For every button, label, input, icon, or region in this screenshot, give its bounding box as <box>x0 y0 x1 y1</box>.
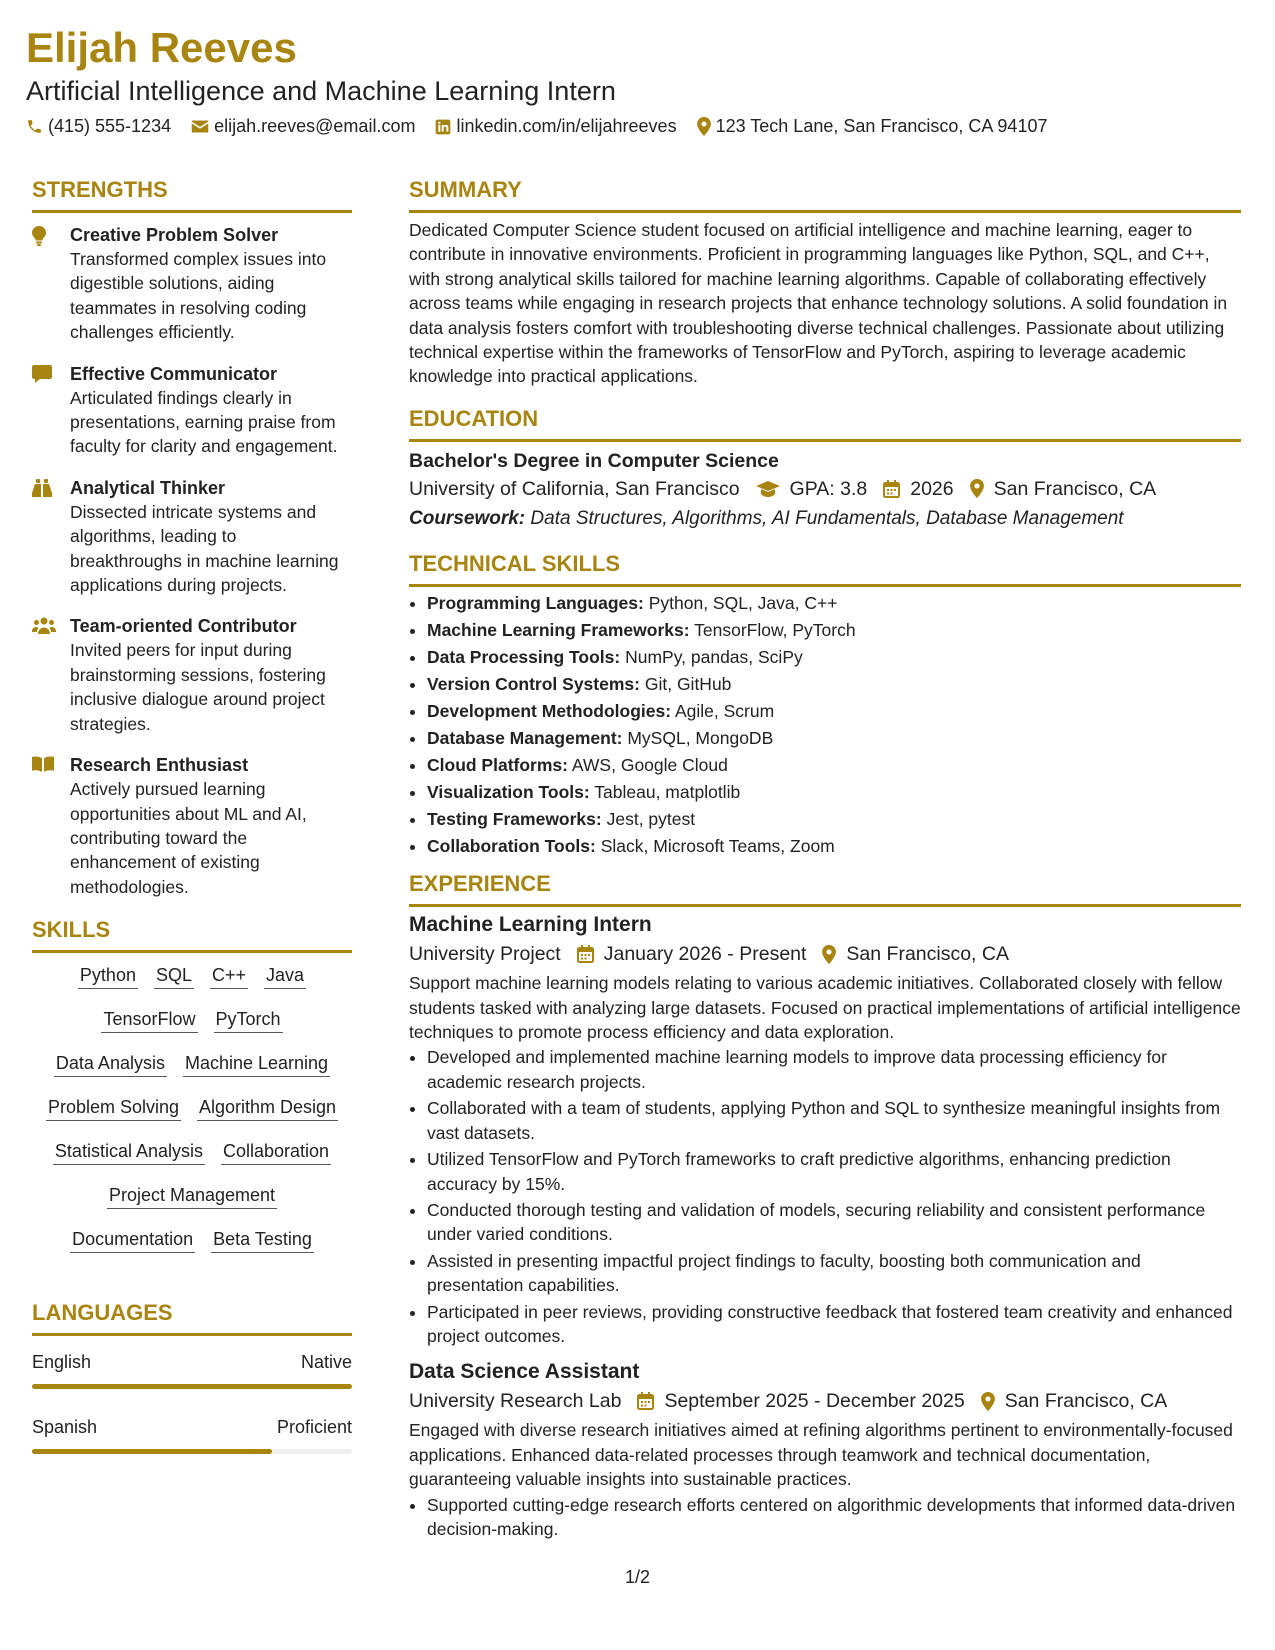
skill-row <box>62 1227 322 1253</box>
map-pin-icon <box>822 945 836 964</box>
job-entry <box>409 911 1241 1348</box>
language-row <box>32 1415 352 1439</box>
comment-icon <box>32 365 52 383</box>
strength-item <box>32 614 352 736</box>
technical-skills-section <box>409 550 1241 858</box>
skills-section <box>32 916 352 1271</box>
summary-section <box>409 176 1241 389</box>
strength-title: Creative Problem Solver <box>70 225 279 245</box>
list-item: • Testing Frameworks: Jest, pytest <box>427 807 1241 831</box>
language-bar-fill <box>32 1449 272 1454</box>
calendar-icon <box>637 1392 654 1410</box>
job-summary: Engaged with diverse research initiatives aimed at refining algorithms pertinent to environmentally-focused applications. Enhanced data-related processes through teamwork and technical documentation, guaranteeing valuable insights into sustainable practices. <box>409 1420 1233 1490</box>
skill-row <box>38 1095 346 1121</box>
coursework <box>409 504 1241 534</box>
list-item: • Cloud Platforms: AWS, Google Cloud <box>427 753 1241 777</box>
skill-tag: Documentation <box>70 1227 195 1253</box>
degree-title: Bachelor's Degree in Computer Science <box>409 449 779 472</box>
job-bullets <box>409 1493 1241 1542</box>
skills-title: SKILLS <box>32 917 111 943</box>
language-bar <box>32 1384 352 1389</box>
language-name: Spanish <box>32 1417 98 1438</box>
experience-section <box>409 870 1241 1541</box>
list-item: • Development Methodologies: Agile, Scrum <box>427 699 1241 723</box>
strengths-section <box>32 176 352 899</box>
job-meta <box>409 1386 1241 1416</box>
education-title: EDUCATION <box>409 405 539 431</box>
language-row <box>32 1350 352 1374</box>
contact-linkedin[interactable] <box>435 116 676 137</box>
map-pin-icon <box>981 1392 995 1411</box>
skill-tag: C++ <box>210 963 248 989</box>
linkedin-text: linkedin.com/in/elijahreeves <box>456 116 677 136</box>
language-level: Native <box>300 1352 352 1373</box>
email-text: elijah.reeves@email.com <box>214 116 416 136</box>
map-pin-icon <box>970 479 984 498</box>
strength-item <box>32 753 352 899</box>
job-title: Machine Learning Intern <box>409 913 652 937</box>
list-item: • Machine Learning Frameworks: TensorFlow, PyTorch <box>427 618 1241 642</box>
list-item: • Database Management: MySQL, MongoDB <box>427 726 1241 750</box>
language-name: English <box>32 1352 92 1373</box>
language-level: Proficient <box>276 1417 352 1438</box>
list-item: • Supported cutting-edge research efforts centered on algorithmic developments that informed data-driven decision-making. <box>427 1493 1241 1542</box>
map-pin-icon <box>697 117 711 136</box>
calendar-icon <box>883 480 900 498</box>
education-location <box>970 474 1157 504</box>
skill-tag: Problem Solving <box>46 1095 181 1121</box>
year-text: 2026 <box>910 477 954 500</box>
left-column <box>32 176 352 1480</box>
linkedin-icon <box>435 119 451 135</box>
skill-row <box>99 1183 285 1209</box>
list-item: • Developed and implemented machine learning models to improve data processing efficiency for academic research projects. <box>427 1045 1241 1094</box>
section-divider <box>32 210 352 213</box>
strengths-title: STRENGTHS <box>32 177 168 202</box>
list-item: • Conducted thorough testing and validation of models, securing reliability and consistent performance under varied conditions. <box>427 1198 1241 1247</box>
list-item: • Utilized TensorFlow and PyTorch frameworks to craft predictive algorithms, enhancing prediction accuracy by 15%. <box>427 1147 1241 1196</box>
skill-tag: Data Analysis <box>54 1051 167 1077</box>
job-title: Data Science Assistant <box>409 1360 640 1384</box>
job-dates: January 2026 - Present <box>577 939 807 969</box>
strength-desc: Invited peers for input during brainstorming sessions, fostering inclusive dialogue around project strategies. <box>70 640 326 734</box>
skill-row <box>46 1051 338 1077</box>
section-divider <box>409 439 1241 442</box>
skill-tag: Machine Learning <box>183 1051 330 1077</box>
list-item: • Data Processing Tools: NumPy, pandas, SciPy <box>427 645 1241 669</box>
contact-email[interactable] <box>191 116 415 137</box>
job-entry <box>409 1358 1241 1541</box>
skill-row <box>70 963 314 989</box>
language-bar <box>32 1449 352 1454</box>
candidate-name: Elijah Reeves <box>26 24 297 71</box>
languages-title: LANGUAGES <box>32 1300 173 1326</box>
section-divider <box>409 584 1241 587</box>
technical-skills-title: TECHNICAL SKILLS <box>409 550 621 576</box>
skill-tag: TensorFlow <box>101 1007 197 1033</box>
education-meta <box>409 474 1241 504</box>
section-divider <box>409 210 1241 213</box>
strength-title: Analytical Thinker <box>70 477 226 498</box>
phone-text: (415) 555-1234 <box>48 116 172 136</box>
resume-header <box>26 22 1245 137</box>
strength-title: Research Enthusiast <box>70 755 249 776</box>
strength-desc: Actively pursued learning opportunities about ML and AI, contributing toward the enhancement of existing methodologies. <box>70 779 307 897</box>
skill-tag: SQL <box>154 963 194 989</box>
list-item: • Programming Languages: Python, SQL, Java, C++ <box>427 591 1241 615</box>
summary-text: Dedicated Computer Science student focused on artificial intelligence and machine learning, eager to contribute in innovative environments. Proficient in programming languages like Python, SQL, and C++, with strong analytical skills tailored for machine learning algorithms. Capable of collaborating effectively across teams while engaging in research projects that enhance technology solutions. A solid foundation in data analysis fosters comfort with troubleshooting diverse technical challenges. Passionate about utilizing technical expertise within the frameworks of TensorFlow and PyTorch, aspiring to leverage academic knowledge into practical applications. <box>409 220 1228 387</box>
list-item: • Collaborated with a team of students, applying Python and SQL to synthesize meaningful insights from vast datasets. <box>427 1096 1241 1145</box>
contact-phone[interactable] <box>26 116 171 137</box>
phone-icon <box>26 118 43 135</box>
summary-title: SUMMARY <box>409 177 522 202</box>
skill-tag: Project Management <box>107 1183 277 1209</box>
skill-tag: Algorithm Design <box>197 1095 338 1121</box>
job-dates: September 2025 - December 2025 <box>637 1386 964 1416</box>
job-summary: Support machine learning models relating to various academic initiatives. Collaborated closely with fellow students tasked with analyzing large datasets. Focused on practical implementations of artificial intelligence techniques to promote process efficiency and data exploration. <box>409 973 1241 1043</box>
strength-item <box>32 362 352 459</box>
skill-tag: Collaboration <box>221 1139 331 1165</box>
coursework-label: Coursework: <box>409 507 526 529</box>
contact-address <box>697 116 1048 137</box>
list-item: • Assisted in presenting impactful project findings to faculty, boosting both communication and presentation capabilities. <box>427 1249 1241 1298</box>
binoculars-icon <box>32 479 52 497</box>
skill-tag: Java <box>264 963 306 989</box>
book-open-icon <box>32 756 54 772</box>
coursework-list: Data Structures, Algorithms, AI Fundamentals, Database Management <box>530 507 1124 529</box>
skill-tag: Python <box>78 963 138 989</box>
section-divider <box>409 904 1241 907</box>
school-name: University of California, San Francisco <box>409 477 740 500</box>
skill-tag: PyTorch <box>214 1007 283 1033</box>
job-org: University Project <box>409 943 561 966</box>
strength-desc: Dissected intricate systems and algorithms, leading to breakthroughs in machine learning applications during projects. <box>70 501 339 596</box>
section-divider <box>32 1333 352 1336</box>
skill-tag: Beta Testing <box>211 1227 314 1253</box>
list-item: • Version Control Systems: Git, GitHub <box>427 672 1241 696</box>
language-bar-fill <box>32 1384 352 1389</box>
address-text: 123 Tech Lane, San Francisco, CA 94107 <box>715 116 1048 136</box>
education-section <box>409 405 1241 534</box>
skill-tag: Statistical Analysis <box>53 1139 205 1165</box>
list-item: • Visualization Tools: Tableau, matplotlib <box>427 780 1241 804</box>
languages-section <box>32 1299 352 1454</box>
job-bullets <box>409 1045 1241 1348</box>
page-number: 1/2 <box>624 1567 651 1587</box>
job-meta <box>409 939 1241 969</box>
experience-title: EXPERIENCE <box>409 871 551 897</box>
skill-row <box>93 1007 290 1033</box>
education-year <box>883 474 953 504</box>
technical-skills-list <box>409 591 1241 858</box>
graduation-cap-icon <box>756 481 780 497</box>
location-text: San Francisco, CA <box>993 477 1157 500</box>
contact-bar <box>26 116 1245 137</box>
job-location: San Francisco, CA <box>981 1386 1168 1416</box>
calendar-icon <box>577 945 594 963</box>
strength-item <box>32 223 352 345</box>
users-icon <box>32 617 56 634</box>
strength-title: Effective Communicator <box>70 363 278 384</box>
lightbulb-icon <box>32 226 46 246</box>
right-column <box>409 176 1241 1543</box>
strength-desc: Transformed complex issues into digestible solutions, aiding teammates in resolving coding challenges efficiently. <box>70 249 327 343</box>
envelope-icon <box>191 119 209 134</box>
strength-title: Team-oriented Contributor <box>70 616 297 637</box>
job-location: San Francisco, CA <box>822 939 1009 969</box>
job-org: University Research Lab <box>409 1390 622 1413</box>
education-gpa <box>756 474 868 504</box>
gpa-text: GPA: 3.8 <box>789 477 868 500</box>
strength-item <box>32 476 352 598</box>
candidate-role: Artificial Intelligence and Machine Learning Intern <box>26 76 616 106</box>
strength-desc: Articulated findings clearly in presentations, earning praise from faculty for clarity and engagement. <box>70 387 338 457</box>
skill-row <box>45 1139 339 1165</box>
list-item: • Collaboration Tools: Slack, Microsoft Teams, Zoom <box>427 834 1241 858</box>
list-item: • Participated in peer reviews, providing constructive feedback that fostered team creativity and enhanced project outcomes. <box>427 1300 1241 1349</box>
section-divider <box>32 950 352 953</box>
